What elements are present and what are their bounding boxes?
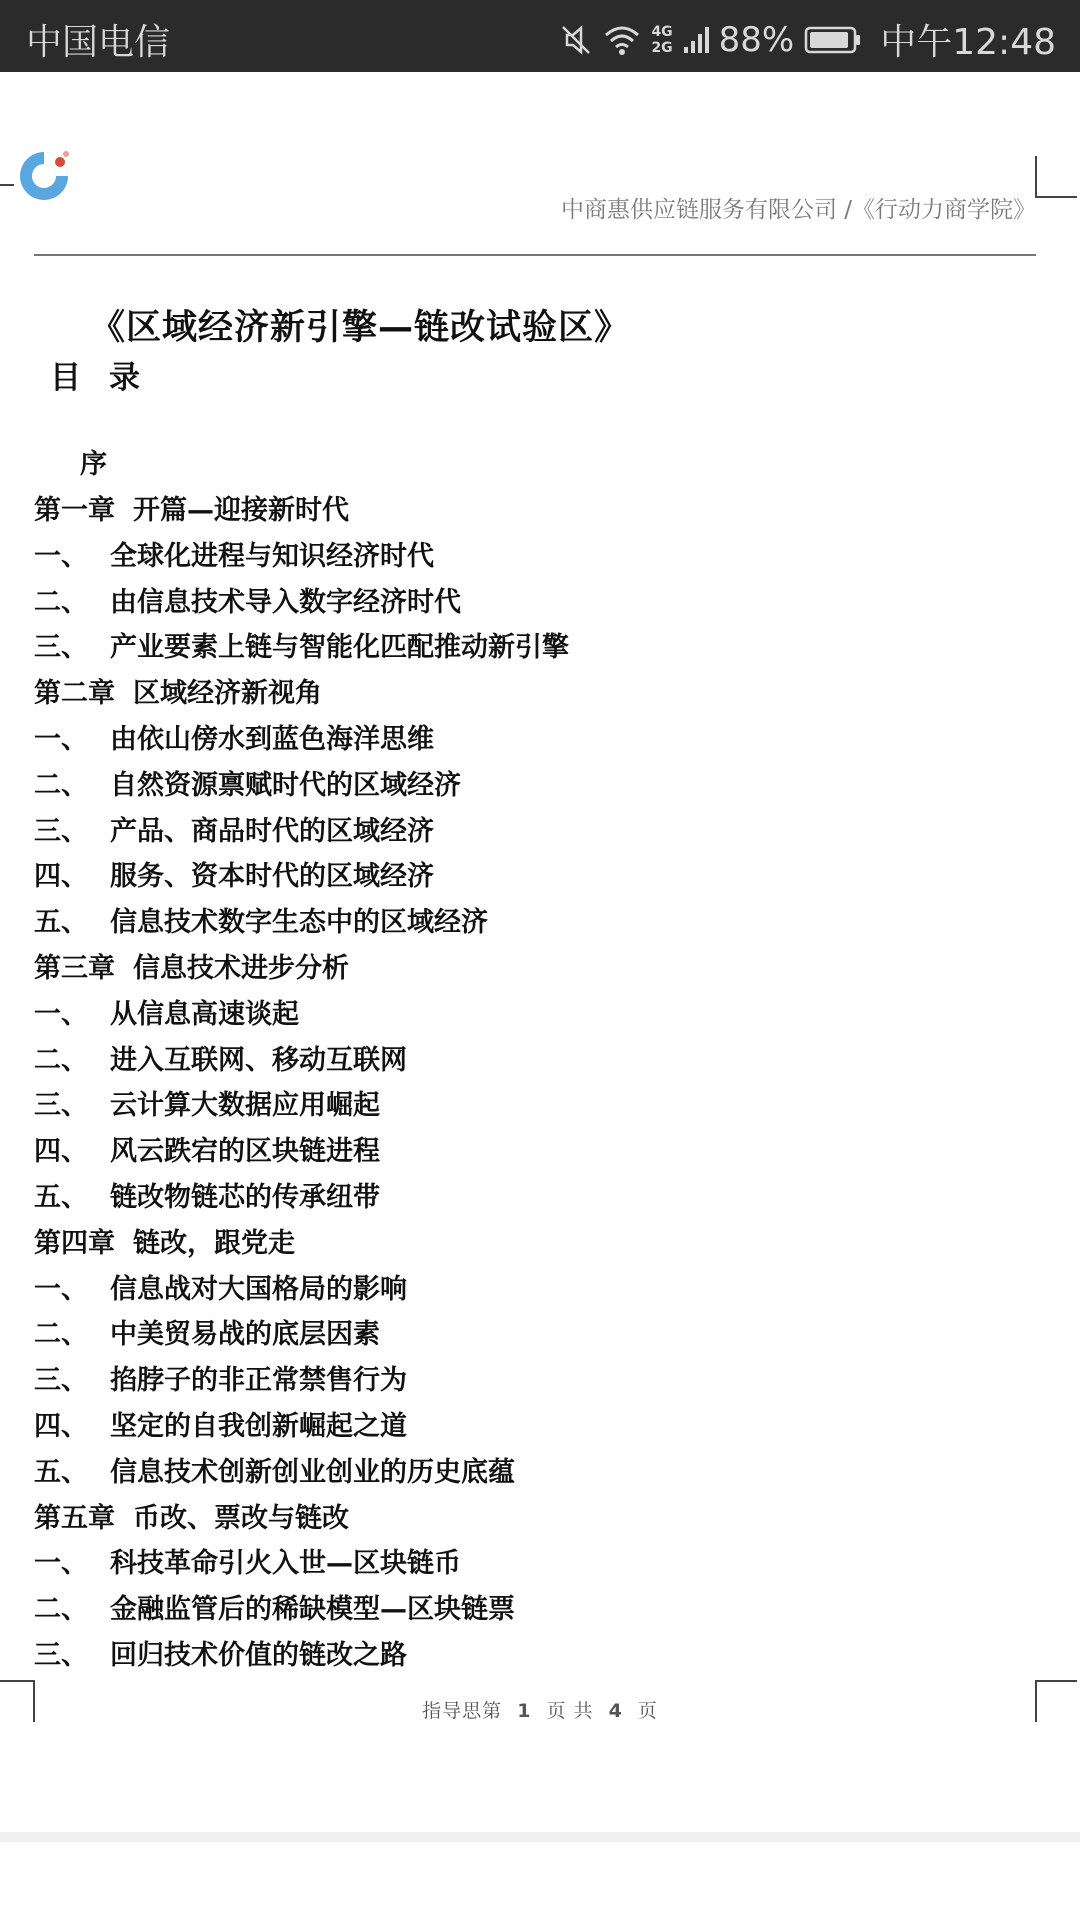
- toc-section: [34, 854, 994, 900]
- crop-mark-top-left: [0, 184, 14, 186]
- page-footer: 指导思第 1 页 共 4 页: [422, 1700, 658, 1722]
- section-number: 五、: [34, 1456, 88, 1488]
- section-number: 二、: [34, 1319, 88, 1351]
- chapter-title: 区域经济新视角: [133, 678, 322, 710]
- table-of-contents: [34, 442, 994, 1679]
- company-logo: [14, 142, 78, 206]
- section-title: 信息技术创新创业创业的历史底蕴: [110, 1456, 515, 1488]
- section-number: 四、: [34, 1410, 88, 1442]
- section-title: 由依山傍水到蓝色海洋思维: [110, 723, 434, 755]
- network-type: 4G 2G: [651, 23, 673, 56]
- mute-icon: [559, 23, 593, 57]
- chapter-title: 开篇—迎接新时代: [133, 495, 349, 526]
- section-number: 一、: [34, 1548, 88, 1580]
- chapter-title: 信息技术进步分析: [133, 952, 349, 984]
- clock: 中午12:48: [880, 22, 1056, 63]
- toc-section: [34, 1450, 994, 1496]
- chapter-number: 第二章: [34, 678, 115, 710]
- document-page[interactable]: [0, 72, 1080, 1832]
- section-title: 产品、商品时代的区域经济: [110, 815, 434, 847]
- section-title: 链改物链芯的传承纽带: [110, 1181, 380, 1213]
- section-number: 四、: [34, 861, 88, 893]
- chapter-title: 币改、票改与链改: [133, 1502, 349, 1534]
- section-title: 全球化进程与知识经济时代: [110, 540, 434, 572]
- section-number: 三、: [34, 1639, 88, 1671]
- toc-chapter: [34, 488, 994, 534]
- section-title: 云计算大数据应用崛起: [110, 1090, 380, 1122]
- section-number: 三、: [34, 815, 88, 847]
- battery-percent: 88%: [718, 19, 795, 60]
- toc-section: [34, 992, 994, 1038]
- signal-icon: [683, 25, 709, 55]
- section-number: 三、: [34, 1090, 88, 1122]
- toc-section: [34, 580, 994, 626]
- toc-section: [34, 1083, 994, 1129]
- section-number: 三、: [34, 632, 88, 664]
- chapter-title: 链改，跟党走: [133, 1227, 295, 1259]
- toc-section: [34, 1358, 994, 1404]
- toc-section: [34, 625, 994, 671]
- section-number: 五、: [34, 1181, 88, 1213]
- chapter-number: 第五章: [34, 1502, 115, 1534]
- section-title: 信息战对大国格局的影响: [110, 1273, 407, 1305]
- current-page-number: 1: [517, 1700, 532, 1722]
- section-title: 由信息技术导入数字经济时代: [110, 586, 461, 618]
- section-number: 二、: [34, 586, 88, 618]
- section-title: 自然资源禀赋时代的区域经济: [110, 769, 461, 801]
- toc-heading: 目录: [50, 360, 168, 396]
- toc-chapter: [34, 671, 994, 717]
- section-number: 一、: [34, 1273, 88, 1305]
- section-title: 掐脖子的非正常禁售行为: [110, 1365, 407, 1397]
- toc-preface: 序: [80, 449, 107, 480]
- toc-section: [34, 809, 994, 855]
- section-number: 二、: [34, 769, 88, 801]
- section-title: 中美贸易战的底层因素: [110, 1319, 380, 1351]
- toc-section: [34, 1175, 994, 1221]
- toc-section: [34, 717, 994, 763]
- toc-section: [34, 1633, 994, 1679]
- status-bar: [0, 0, 1080, 72]
- toc-section: [34, 1587, 994, 1633]
- page-bottom-edge: [0, 1832, 1080, 1842]
- section-number: 二、: [34, 1044, 88, 1076]
- section-number: 四、: [34, 1136, 88, 1168]
- section-title: 回归技术价值的链改之路: [110, 1639, 407, 1671]
- header-divider: [34, 254, 1036, 256]
- chapter-number: 第四章: [34, 1227, 115, 1259]
- chapter-number: 第三章: [34, 952, 115, 984]
- section-title: 坚定的自我创新崛起之道: [110, 1410, 407, 1442]
- section-title: 进入互联网、移动互联网: [110, 1044, 407, 1076]
- section-title: 服务、资本时代的区域经济: [110, 861, 434, 893]
- toc-section: [34, 900, 994, 946]
- section-title: 产业要素上链与智能化匹配推动新引擎: [110, 632, 569, 664]
- status-icons: [559, 14, 1056, 65]
- toc-section: [34, 1404, 994, 1450]
- section-number: 二、: [34, 1594, 88, 1626]
- section-title: 信息技术数字生态中的区域经济: [110, 907, 488, 939]
- crop-mark-top-right: [1035, 156, 1077, 198]
- section-number: 一、: [34, 540, 88, 572]
- toc-chapter: [34, 1221, 994, 1267]
- toc-section: [34, 534, 994, 580]
- total-pages: 4: [608, 1700, 623, 1722]
- section-title: 风云跌宕的区块链进程: [110, 1136, 380, 1168]
- section-title: 从信息高速谈起: [110, 998, 299, 1030]
- toc-chapter: [34, 1496, 994, 1542]
- battery-icon: [804, 25, 862, 55]
- wifi-icon: [603, 24, 641, 56]
- section-title: 科技革命引火入世—区块链币: [110, 1548, 461, 1580]
- toc-section: [34, 1541, 994, 1587]
- carrier-name: 中国电信: [26, 22, 171, 63]
- toc-section: [34, 763, 994, 809]
- section-number: 一、: [34, 998, 88, 1030]
- toc-section: [34, 1129, 994, 1175]
- toc-chapter: [34, 946, 994, 992]
- toc-section: [34, 1312, 994, 1358]
- section-number: 一、: [34, 723, 88, 755]
- section-number: 三、: [34, 1365, 88, 1397]
- toc-section: [34, 1038, 994, 1084]
- document-header: 中商惠供应链服务有限公司 /《行动力商学院》: [560, 197, 1036, 223]
- section-title: 金融监管后的稀缺模型—区块链票: [110, 1594, 515, 1626]
- section-number: 五、: [34, 907, 88, 939]
- toc-section: [34, 1267, 994, 1313]
- document-title: 《区域经济新引擎—链改试验区》: [90, 308, 631, 348]
- chapter-number: 第一章: [34, 495, 115, 526]
